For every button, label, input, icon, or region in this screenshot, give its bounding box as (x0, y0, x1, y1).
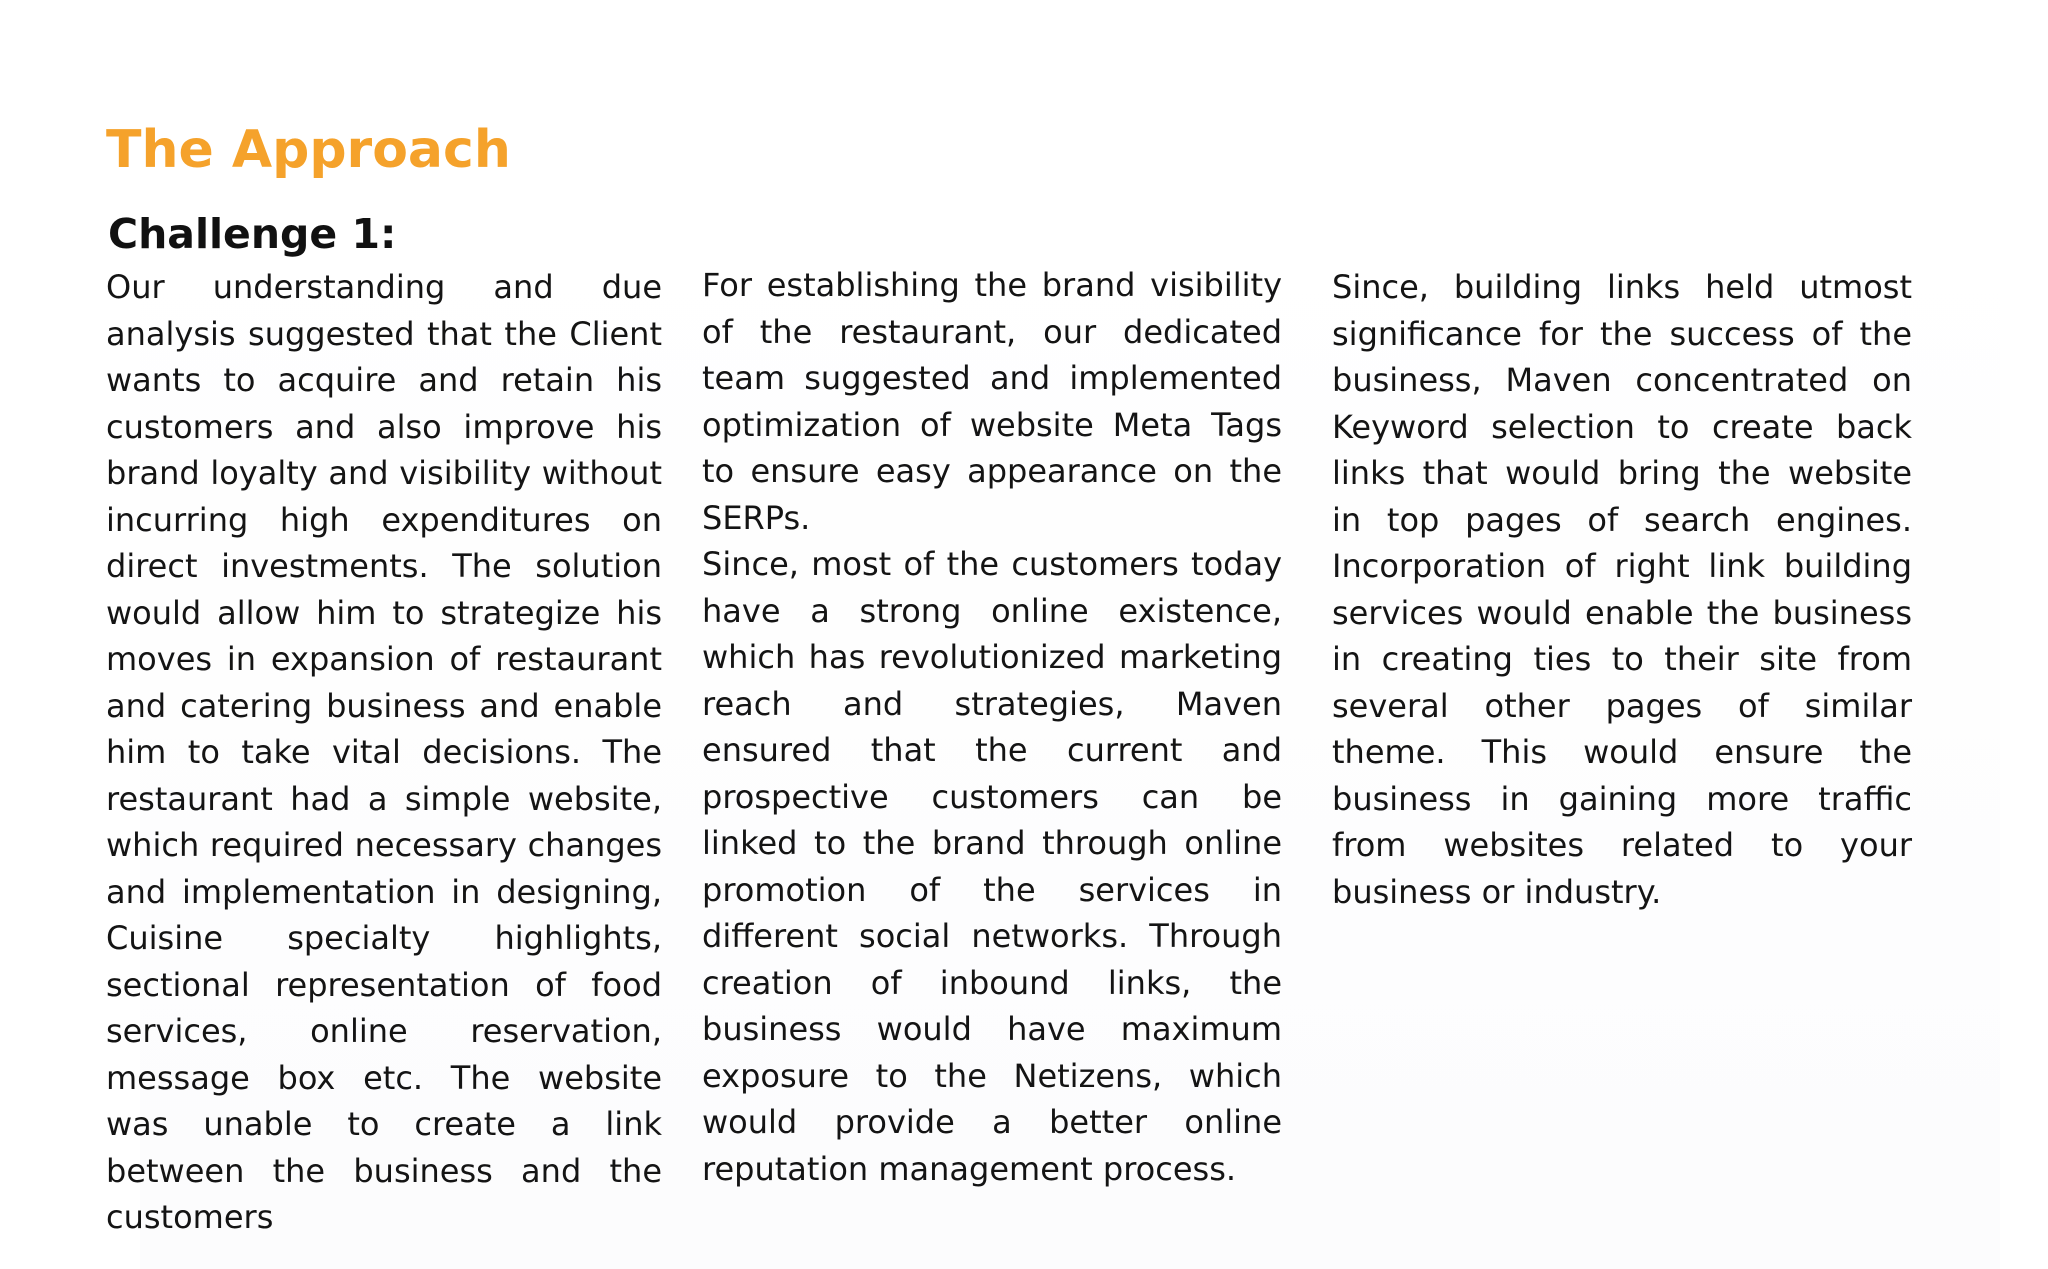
text-column-2 (702, 262, 1282, 1192)
text-column-3 (1332, 264, 1912, 915)
section-subtitle: Challenge 1: (108, 210, 397, 258)
page-title: The Approach (106, 120, 511, 180)
column-2-paragraph-2: Since, most of the customers today have a strong online existence, which has revolutionized marketing reach and strategies, Maven ensured that the current and prospective customers can be linked to the brand through online promotion of the services in different social networks. Through creation of inbound links, the business would have maximum exposure to the Netizens, which would provide a better online reputation management process. (702, 545, 1282, 1188)
column-3-paragraph-1: Since, building links held utmost significance for the success of the business, Maven concentrated on Keyword selection to create back links that would bring the website in top pages of search engines. Incorporation of right link building services would enable the business in creating ties to their site from several other pages of similar theme. This would ensure the business in gaining more traffic from websites related to your business or industry. (1332, 268, 1912, 911)
text-column-1 (106, 264, 662, 1241)
column-1-paragraph-1: Our understanding and due analysis suggested that the Client wants to acquire and retain his customers and also improve his brand loyalty and visibility without incurring high expenditures on direct investments. The solution would allow him to strategize his moves in expansion of restaurant and catering business and enable him to take vital decisions. The restaurant had a simple website, which required necessary changes and implementation in designing, Cuisine specialty highlights, sectional representation of food services, online reservation, message box etc. The website was unable to create a link between the business and the customers (106, 268, 662, 1236)
column-2-paragraph-1: For establishing the brand visibility of the restaurant, our dedicated team suggested and implemented optimization of website Meta Tags to ensure easy appearance on the SERPs. (702, 266, 1282, 537)
